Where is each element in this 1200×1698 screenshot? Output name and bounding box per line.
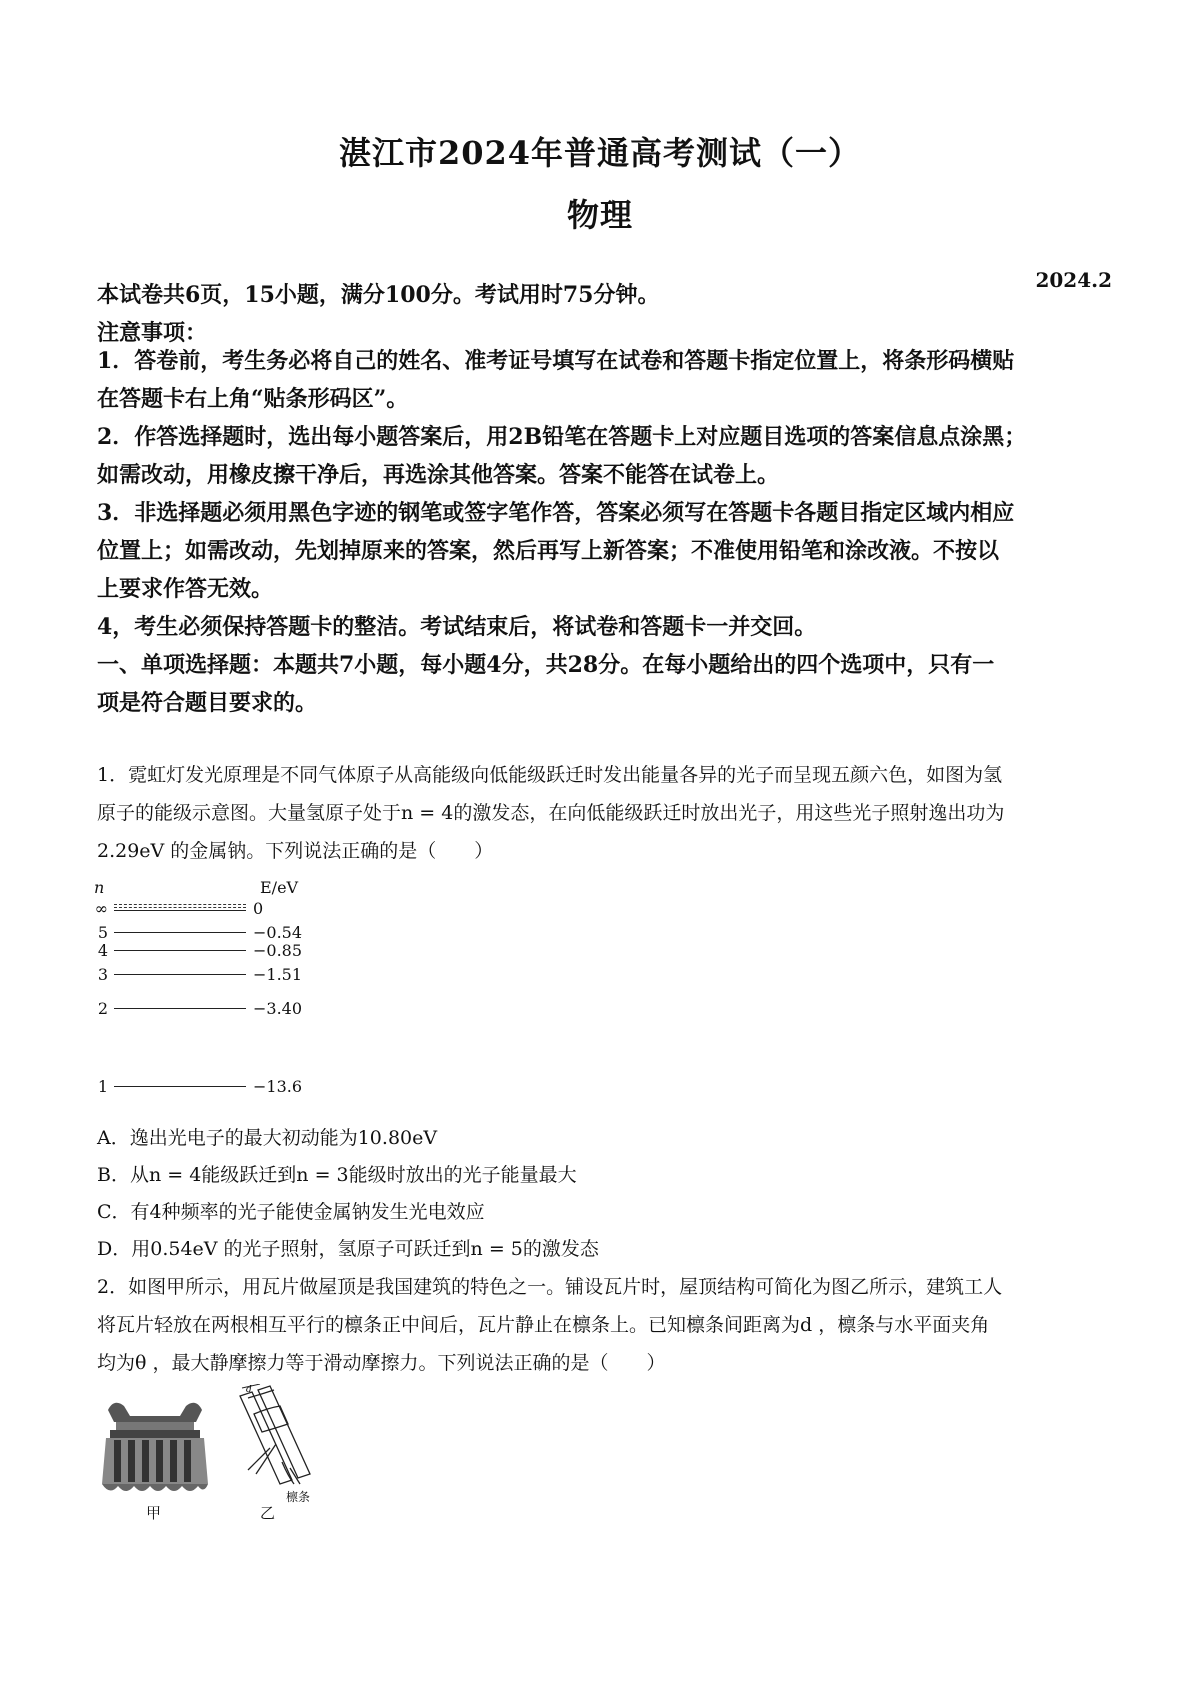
notice-item-4: 4，考生必须保持答题卡的整洁。考试结束后，将试卷和答题卡一并交回。 xyxy=(97,614,817,640)
question-1-line-1: 1．霓虹灯发光原理是不同气体原子从高能级向低能级跃迁时发出能量各异的光子而呈现五颜六色，如图为氢 xyxy=(97,764,1003,786)
subject-title: 物理 xyxy=(566,196,633,234)
notice-item-3-line-1: 3．非选择题必须用黑色字迹的钢笔或签字笔作答，答案必须写在答题卡各题目指定区域内相应 xyxy=(97,500,1015,526)
level-n-label: 2 xyxy=(97,999,108,1018)
option-b: B．从n = 4能级跃迁到n = 3能级时放出的光子能量最大 xyxy=(97,1164,577,1186)
question-1-options xyxy=(97,1120,1112,1268)
level-line xyxy=(114,904,246,905)
option-c: C．有4种频率的光子能使金属钠发生光电效应 xyxy=(97,1201,485,1223)
energy-axis-label: E/eV xyxy=(260,878,299,897)
question-2-stem xyxy=(97,1268,1112,1382)
energy-level-3 xyxy=(92,966,312,986)
level-energy-label: −13.6 xyxy=(253,1077,303,1096)
exam-title: 湛江市2024年普通高考测试（一） xyxy=(338,134,862,172)
level-n-label: 4 xyxy=(97,941,108,960)
level-line xyxy=(114,910,246,911)
option-d: D．用0.54eV 的光子照射，氢原子可跃迁到n = 5的激发态 xyxy=(97,1238,599,1260)
level-energy-label: −3.40 xyxy=(253,999,303,1018)
level-energy-label: −0.54 xyxy=(253,923,303,942)
level-line xyxy=(114,1008,246,1009)
notice-item-1-line-2: 在答题卡右上角“贴条形码区”。 xyxy=(97,386,409,412)
notice-heading: 注意事项： xyxy=(97,320,208,346)
energy-level-4 xyxy=(92,942,312,962)
energy-level-2 xyxy=(92,1000,312,1020)
level-line xyxy=(114,950,246,951)
level-line xyxy=(114,907,246,908)
question-2-line-1: 2．如图甲所示，用瓦片做屋顶是我国建筑的特色之一。铺设瓦片时，屋顶结构可简化为图乙所示，建筑工人 xyxy=(97,1276,1003,1298)
figure-yi-purlins xyxy=(230,1384,340,1524)
n-axis-label: n xyxy=(94,878,105,897)
notice-item-2-line-1: 2．作答选择题时，选出每小题答案后，用2B铅笔在答题卡上对应题目选项的答案信息点涂黑； xyxy=(97,424,1027,450)
figure-jia-label: 甲 xyxy=(146,1504,162,1522)
notice-item-3-line-3: 上要求作答无效。 xyxy=(97,576,274,602)
exam-intro: 本试卷共6页，15小题，满分100分。考试用时75分钟。 xyxy=(97,282,660,308)
question-1-line-2: 原子的能级示意图。大量氢原子处于n = 4的激发态，在向低能级跃迁时放出光子，用这些光子照射逸出功为 xyxy=(97,802,1005,824)
figure-yi-label: 乙 xyxy=(260,1504,276,1522)
level-energy-label: 0 xyxy=(253,899,264,918)
figure-jia-roof xyxy=(100,1392,210,1522)
level-line xyxy=(114,932,246,933)
level-line xyxy=(114,974,246,975)
notice-list xyxy=(97,342,1112,722)
level-energy-label: −1.51 xyxy=(253,965,303,984)
level-n-label: 5 xyxy=(97,923,108,942)
level-n-label: 3 xyxy=(97,965,108,984)
roof-illustration xyxy=(100,1392,210,1502)
level-energy-label: −0.85 xyxy=(253,941,303,960)
purlin-label: 檩条 xyxy=(286,1490,311,1504)
purlin-diagram xyxy=(230,1384,340,1504)
section1-heading-line-1: 一、单项选择题：本题共7小题，每小题4分，共28分。在每小题给出的四个选项中，只有一 xyxy=(97,652,995,678)
section1-heading-line-2: 项是符合题目要求的。 xyxy=(97,690,318,716)
level-n-label: 1 xyxy=(97,1077,108,1096)
level-line xyxy=(114,1086,246,1087)
energy-level-inf xyxy=(92,900,312,920)
level-n-label: ∞ xyxy=(94,899,108,918)
energy-level-1 xyxy=(92,1078,312,1098)
question-2-line-3: 均为θ ，最大静摩擦力等于滑动摩擦力。下列说法正确的是（ ） xyxy=(97,1352,666,1374)
notice-item-2-line-2: 如需改动，用橡皮擦干净后，再选涂其他答案。答案不能答在试卷上。 xyxy=(97,462,780,488)
question-2-line-2: 将瓦片轻放在两根相互平行的檩条正中间后，瓦片静止在檩条上。已知檩条间距离为d ，檩条与水平面夹角 xyxy=(97,1314,990,1336)
energy-level-diagram xyxy=(92,878,332,1108)
option-a: A．逸出光电子的最大初动能为10.80eV xyxy=(97,1127,438,1149)
question-1-stem xyxy=(97,756,1112,870)
distance-d-label: d xyxy=(246,1385,252,1395)
notice-item-3-line-2: 位置上；如需改动，先划掉原来的答案，然后再写上新答案；不准使用铅笔和涂改液。不按以 xyxy=(97,538,1000,564)
exam-date: 2024.2 xyxy=(1035,268,1112,292)
notice-item-1-line-1: 1．答卷前，考生务必将自己的姓名、准考证号填写在试卷和答题卡指定位置上，将条形码横贴 xyxy=(97,348,1015,374)
question-1-line-3: 2.29eV 的金属钠。下列说法正确的是（ ） xyxy=(97,840,494,862)
